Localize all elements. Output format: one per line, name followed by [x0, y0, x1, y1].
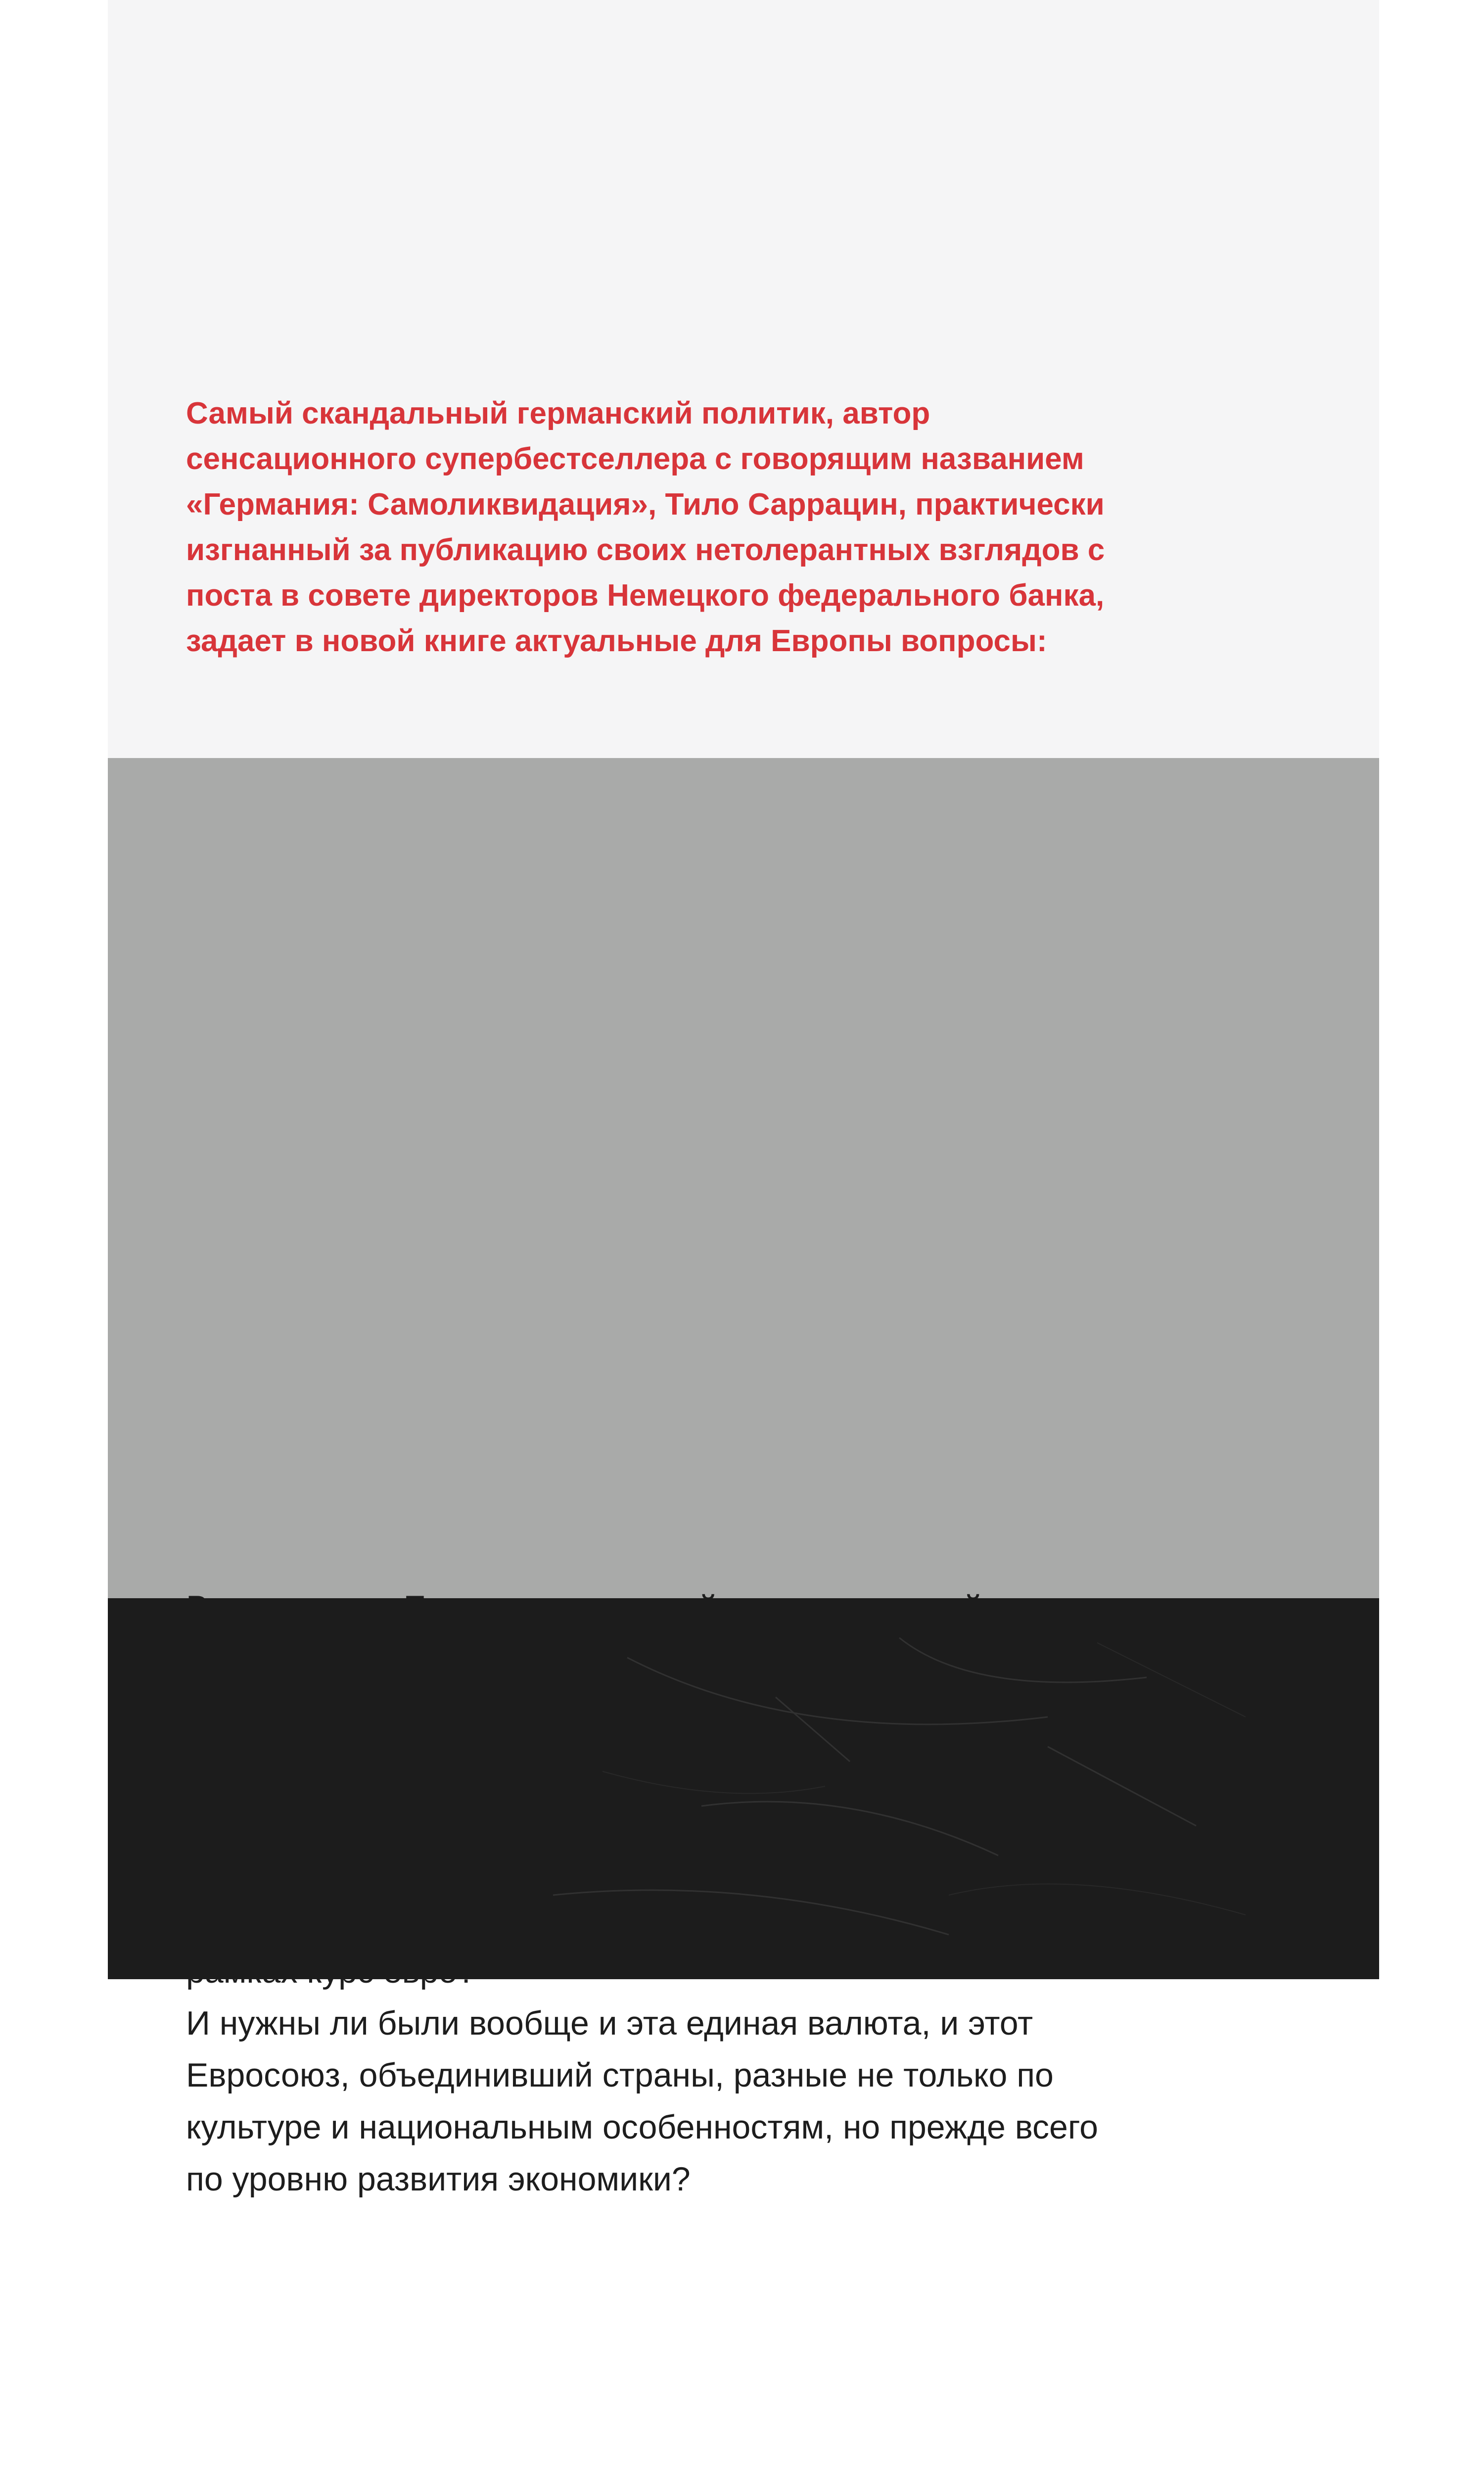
blurb-line: «Германия: Самоликвидация», Тило Саррацин, практически	[186, 487, 1105, 522]
dark-bottom-panel	[108, 1598, 1379, 1979]
publisher-blurb	[186, 391, 1324, 664]
scratched-texture	[108, 1598, 1379, 1979]
questions-line: по уровню развития экономики?	[186, 2160, 691, 2198]
blurb-line: задает в новой книге актуальные для Европы вопросы:	[186, 624, 1047, 658]
book-back-cover	[108, 0, 1379, 2198]
questions-line: культуре и национальным особенностям, но прежде всего	[186, 2108, 1099, 2146]
top-white-panel	[108, 0, 1379, 758]
grey-questions-panel	[108, 758, 1379, 2198]
blurb-line: поста в совете директоров Немецкого федерального банка,	[186, 578, 1105, 613]
blurb-line: сенсационного супербестселлера с говорящим названием	[186, 442, 1084, 476]
questions-line: И нужны ли были вообще и эта единая валюта, и этот	[186, 2004, 1033, 2042]
blurb-line: изгнанный за публикацию своих нетолерантных взглядов с	[186, 533, 1105, 567]
questions-line: Евросоюз, объединивший страны, разные не только по	[186, 2056, 1054, 2094]
blurb-line: Самый скандальный германский политик, автор	[186, 396, 930, 430]
